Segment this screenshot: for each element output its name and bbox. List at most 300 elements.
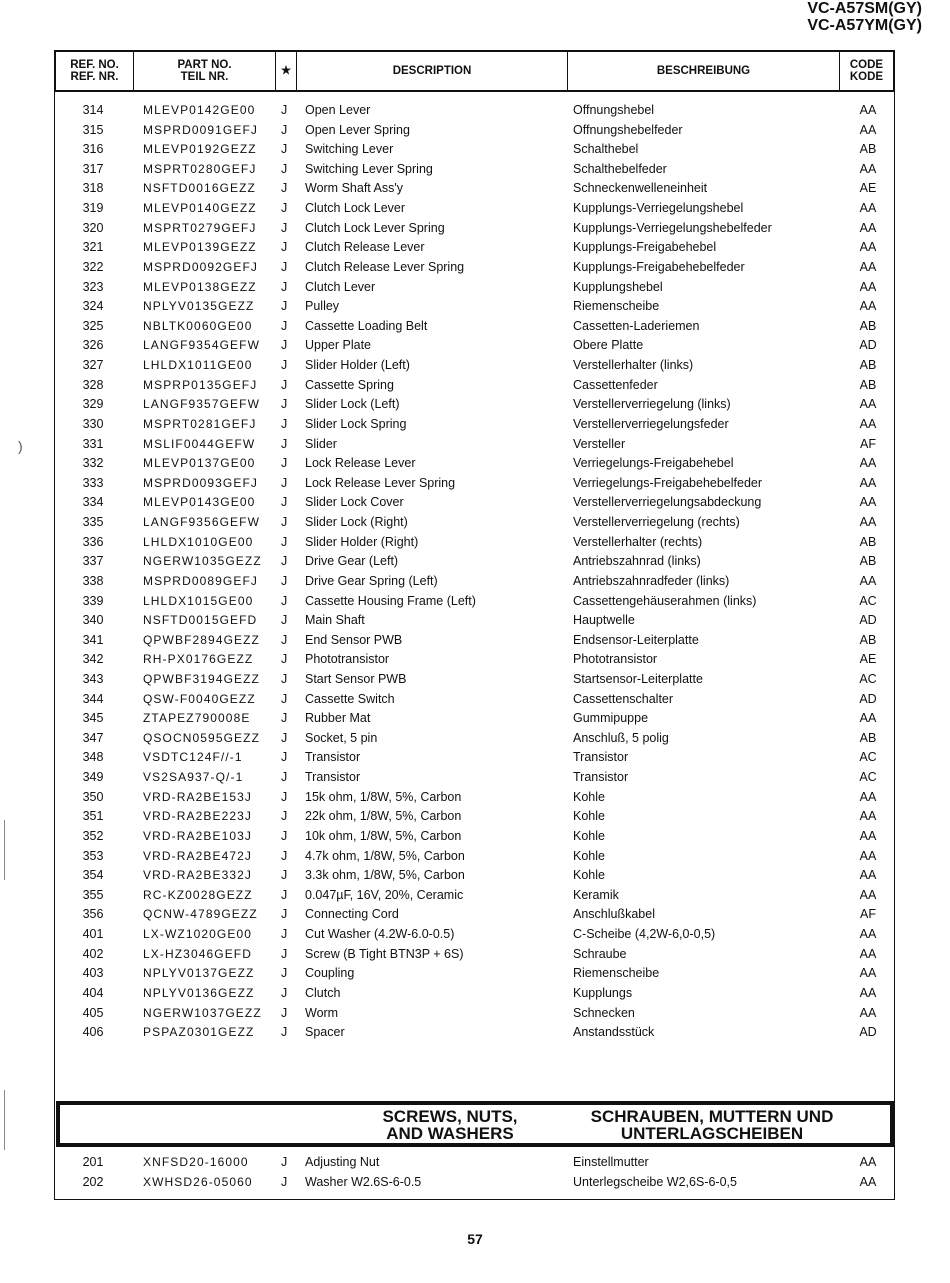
description: Screw (B Tight BTN3P + 6S) (305, 946, 464, 961)
table-row (54, 376, 895, 396)
beschreibung: Cassettenfeder (573, 377, 658, 392)
mark: J (281, 1175, 288, 1189)
beschreibung: Verstellerverriegelungsfeder (573, 416, 729, 431)
ref-no: 326 (82, 338, 104, 353)
ref-no: 325 (82, 318, 104, 333)
ref-no: 329 (82, 397, 104, 412)
mark: J (281, 573, 288, 588)
code: AA (859, 495, 877, 510)
code: AD (859, 613, 877, 628)
beschreibung: Cassetten-Laderiemen (573, 318, 700, 333)
part-no: MSPRT0279GEFJ (143, 220, 257, 235)
description: Rubber Mat (305, 711, 371, 726)
ref-no: 401 (82, 927, 104, 942)
part-no: QPWBF3194GEZZ (143, 671, 260, 686)
beschreibung: Schneckenwelleneinheit (573, 181, 708, 196)
mark: J (281, 358, 288, 373)
description: Slider Holder (Left) (305, 358, 410, 373)
ref-no: 402 (82, 946, 104, 961)
beschreibung: Verriegelungs-Freigabehebelfeder (573, 475, 763, 490)
part-no: PSPAZ0301GEZZ (143, 1025, 255, 1040)
description: Adjusting Nut (305, 1155, 380, 1169)
mark: J (281, 161, 288, 176)
ref-no: 319 (82, 201, 104, 216)
ref-no: 337 (82, 554, 104, 569)
model-number (807, 0, 922, 34)
description: Connecting Cord (305, 907, 399, 922)
code: AA (859, 1175, 877, 1189)
table-row (54, 1173, 895, 1193)
ref-no: 344 (82, 691, 104, 706)
mark: J (281, 456, 288, 471)
beschreibung: Anschlußkabel (573, 907, 655, 922)
table-row (54, 984, 895, 1004)
part-no: VRD-RA2BE472J (143, 848, 253, 863)
beschreibung: Keramik (573, 887, 619, 902)
description: Cassette Housing Frame (Left) (305, 593, 476, 608)
code: AA (859, 220, 877, 235)
ref-no: 333 (82, 475, 104, 490)
mark: J (281, 377, 288, 392)
part-no: NGERW1037GEZZ (143, 1005, 262, 1020)
ref-no: 201 (82, 1155, 104, 1169)
section-title-de-line1: SCHRAUBEN, MUTTERN UND (590, 1107, 834, 1126)
part-no: VRD-RA2BE153J (143, 789, 253, 804)
mark: J (281, 534, 288, 549)
code: AF (860, 907, 876, 922)
header-ref-line1: REF. NO. (70, 59, 119, 71)
code: AE (859, 652, 877, 667)
table-row (54, 356, 895, 376)
mark: J (281, 103, 288, 117)
code: AA (859, 809, 877, 824)
code: AA (859, 279, 877, 294)
table-row (54, 1023, 895, 1043)
part-no: NSFTD0015GEFD (143, 613, 258, 628)
table-row (54, 219, 895, 239)
description: Start Sensor PWB (305, 671, 407, 686)
part-no: MSPRD0093GEFJ (143, 475, 258, 490)
description: Cassette Loading Belt (305, 318, 428, 333)
code: AB (859, 377, 877, 392)
ref-no: 350 (82, 789, 104, 804)
header-code-line2: KODE (849, 71, 884, 83)
beschreibung: Antriebszahnrad (links) (573, 554, 701, 569)
header-ref-line2: REF. NR. (70, 71, 119, 83)
part-no: LANGF9356GEFW (143, 515, 260, 530)
part-no: MLEVP0142GE00 (143, 103, 256, 117)
part-no: MSPRD0092GEFJ (143, 259, 258, 274)
table-row (54, 454, 895, 474)
code: AA (859, 573, 877, 588)
part-no: MLEVP0192GEZZ (143, 142, 257, 157)
mark: J (281, 593, 288, 608)
code: AA (859, 1155, 877, 1169)
mark: J (281, 730, 288, 745)
mark: J (281, 220, 288, 235)
beschreibung: Kohle (573, 868, 605, 883)
code: AA (859, 201, 877, 216)
mark: J (281, 985, 288, 1000)
description: Open Lever Spring (305, 122, 410, 137)
ref-no: 317 (82, 161, 104, 176)
table-row (54, 336, 895, 356)
mark: J (281, 809, 288, 824)
ref-no: 354 (82, 868, 104, 883)
description: Slider Lock (Right) (305, 515, 408, 530)
mark: J (281, 671, 288, 686)
part-no: LX-WZ1020GE00 (143, 927, 253, 942)
code: AB (859, 632, 877, 647)
beschreibung: Versteller (573, 436, 626, 451)
beschreibung: Riemenscheibe (573, 966, 660, 981)
ref-no: 314 (82, 103, 104, 117)
description: Drive Gear (Left) (305, 554, 399, 569)
part-no: NPLYV0135GEZZ (143, 299, 255, 314)
beschreibung: Verriegelungs-Freigabehebel (573, 456, 734, 471)
table-row (54, 611, 895, 631)
ref-no: 339 (82, 593, 104, 608)
mark: J (281, 201, 288, 216)
code: AA (859, 161, 877, 176)
ref-no: 355 (82, 887, 104, 902)
beschreibung: Verstellerhalter (rechts) (573, 534, 703, 549)
table-row (54, 493, 895, 513)
beschreibung: Kupplungs-Verriegelungshebelfeder (573, 220, 772, 235)
code: AA (859, 946, 877, 961)
table-row (54, 925, 895, 945)
model-line-1: VC-A57SM(GY) (807, 0, 922, 17)
mark: J (281, 632, 288, 647)
beschreibung: Verstellerverriegelung (links) (573, 397, 731, 412)
description: 0.047µF, 16V, 20%, Ceramic (305, 887, 464, 902)
ref-no: 202 (82, 1175, 104, 1189)
ref-no: 335 (82, 515, 104, 530)
table-row (54, 807, 895, 827)
description: Worm Shaft Ass'y (305, 181, 404, 196)
description: Lock Release Lever (305, 456, 416, 471)
table-row (54, 690, 895, 710)
ref-no: 332 (82, 456, 104, 471)
part-no: RH-PX0176GEZZ (143, 652, 254, 667)
mark: J (281, 966, 288, 981)
part-no: LHLDX1015GE00 (143, 593, 254, 608)
description: Slider Holder (Right) (305, 534, 419, 549)
code: AA (859, 927, 877, 942)
mark: J (281, 946, 288, 961)
ref-no: 351 (82, 809, 104, 824)
description: Switching Lever Spring (305, 161, 433, 176)
beschreibung: Kohle (573, 809, 605, 824)
description: Lock Release Lever Spring (305, 475, 456, 490)
table-row (54, 317, 895, 337)
ref-no: 321 (82, 240, 104, 255)
ref-no: 349 (82, 770, 104, 785)
header-part-line2: TEIL NR. (180, 71, 229, 83)
description: 4.7k ohm, 1/8W, 5%, Carbon (305, 848, 465, 863)
beschreibung: Hauptwelle (573, 613, 635, 628)
beschreibung: Einstellmutter (573, 1155, 649, 1169)
table-row (54, 631, 895, 651)
code: AA (859, 789, 877, 804)
header-description: DESCRIPTION (297, 52, 568, 90)
table-row (54, 905, 895, 925)
ref-no: 324 (82, 299, 104, 314)
table-row (54, 140, 895, 160)
table-row (54, 964, 895, 984)
code: AB (859, 534, 877, 549)
table-row (54, 552, 895, 572)
table-row (54, 847, 895, 867)
mark: J (281, 397, 288, 412)
description: Spacer (305, 1025, 345, 1040)
table-row (54, 179, 895, 199)
table-row (54, 415, 895, 435)
description: Clutch Release Lever (305, 240, 425, 255)
description: Clutch Release Lever Spring (305, 259, 465, 274)
mark: J (281, 770, 288, 785)
description: Socket, 5 pin (305, 730, 378, 745)
code: AA (859, 103, 877, 117)
part-no: LANGF9354GEFW (143, 338, 260, 353)
part-no: NGERW1035GEZZ (143, 554, 262, 569)
description: Transistor (305, 770, 361, 785)
part-no: MSPRD0091GEFJ (143, 122, 258, 137)
code: AA (859, 475, 877, 490)
mark: J (281, 338, 288, 353)
ref-no: 403 (82, 966, 104, 981)
beschreibung: Schalthebel (573, 142, 639, 157)
table-row (54, 238, 895, 258)
part-no: XWHSD26-05060 (143, 1175, 253, 1189)
part-no: XNFSD20-16000 (143, 1155, 249, 1169)
mark: J (281, 711, 288, 726)
code: AE (859, 181, 877, 196)
table-row (54, 945, 895, 965)
code: AA (859, 122, 877, 137)
section-title-en-line1: SCREWS, NUTS, (382, 1107, 518, 1126)
beschreibung: Schalthebelfeder (573, 161, 667, 176)
table-row (54, 827, 895, 847)
description: Slider Lock Cover (305, 495, 404, 510)
beschreibung: Startsensor-Leiterplatte (573, 671, 703, 686)
beschreibung: Kupplungs-Verriegelungshebel (573, 201, 744, 216)
description: Cassette Switch (305, 691, 395, 706)
mark: J (281, 868, 288, 883)
description: Slider (305, 436, 337, 451)
mark: J (281, 907, 288, 922)
code: AB (859, 730, 877, 745)
description: Cassette Spring (305, 377, 394, 392)
code: AA (859, 848, 877, 863)
code: AB (859, 554, 877, 569)
beschreibung: Endsensor-Leiterplatte (573, 632, 699, 647)
ref-no: 405 (82, 1005, 104, 1020)
code: AA (859, 299, 877, 314)
part-no: VS2SA937-Q/-1 (143, 770, 244, 785)
code: AC (859, 671, 877, 686)
description: Upper Plate (305, 338, 372, 353)
code: AA (859, 416, 877, 431)
code: AD (859, 1025, 877, 1040)
beschreibung: Schraube (573, 946, 627, 961)
part-no: VRD-RA2BE332J (143, 868, 253, 883)
header-part-no (134, 52, 276, 90)
description: 22k ohm, 1/8W, 5%, Carbon (305, 809, 462, 824)
ref-no: 328 (82, 377, 104, 392)
part-no: MSPRT0281GEFJ (143, 416, 257, 431)
description: Drive Gear Spring (Left) (305, 573, 438, 588)
table-row (54, 160, 895, 180)
ref-no: 343 (82, 671, 104, 686)
code: AA (859, 828, 877, 843)
mark: J (281, 789, 288, 804)
description: Worm (305, 1005, 339, 1020)
mark: J (281, 299, 288, 314)
beschreibung: Schnecken (573, 1005, 635, 1020)
mark: J (281, 122, 288, 137)
mark: J (281, 240, 288, 255)
mark: J (281, 554, 288, 569)
part-no: MSLIF0044GEFW (143, 436, 256, 451)
beschreibung: Obere Platte (573, 338, 644, 353)
description: Clutch Lock Lever Spring (305, 220, 445, 235)
ref-no: 327 (82, 358, 104, 373)
part-no: VSDTC124F//-1 (143, 750, 243, 765)
code: AA (859, 1005, 877, 1020)
part-no: MLEVP0139GEZZ (143, 240, 257, 255)
part-no: MLEVP0137GE00 (143, 456, 256, 471)
description: Open Lever (305, 103, 371, 117)
ref-no: 330 (82, 416, 104, 431)
beschreibung: C-Scheibe (4,2W-6,0-0,5) (573, 927, 716, 942)
table-row (54, 650, 895, 670)
section-title-en (350, 1108, 550, 1142)
table-header (54, 50, 895, 92)
description: 10k ohm, 1/8W, 5%, Carbon (305, 828, 462, 843)
description: 3.3k ohm, 1/8W, 5%, Carbon (305, 868, 465, 883)
mark: J (281, 515, 288, 530)
beschreibung: Kohle (573, 848, 605, 863)
beschreibung: Transistor (573, 750, 629, 765)
part-no: MLEVP0140GEZZ (143, 201, 257, 216)
beschreibung: Cassettenschalter (573, 691, 674, 706)
description: Washer W2.6S-6-0.5 (305, 1175, 422, 1189)
code: AA (859, 985, 877, 1000)
part-no: LANGF9357GEFW (143, 397, 260, 412)
table-row (54, 1153, 895, 1173)
table-row (54, 474, 895, 494)
beschreibung: Transistor (573, 770, 629, 785)
beschreibung: Kohle (573, 789, 605, 804)
table-row (54, 788, 895, 808)
code: AA (859, 711, 877, 726)
ref-no: 316 (82, 142, 104, 157)
description: Slider Lock Spring (305, 416, 407, 431)
mark: J (281, 652, 288, 667)
part-no: QSW-F0040GEZZ (143, 691, 256, 706)
table-row (54, 533, 895, 553)
part-no: VRD-RA2BE223J (143, 809, 253, 824)
beschreibung: Verstellerverriegelung (rechts) (573, 515, 740, 530)
code: AD (859, 691, 877, 706)
ref-no: 352 (82, 828, 104, 843)
table-row (54, 866, 895, 886)
part-no: LX-HZ3046GEFD (143, 946, 252, 961)
description: Cut Washer (4.2W-6.0-0.5) (305, 927, 455, 942)
part-no: ZTAPEZ790008E (143, 711, 251, 726)
ref-no: 348 (82, 750, 104, 765)
ref-no: 331 (82, 436, 104, 451)
description: Clutch (305, 985, 341, 1000)
ref-no: 345 (82, 711, 104, 726)
mark: J (281, 142, 288, 157)
table-row (54, 1004, 895, 1024)
code: AD (859, 338, 877, 353)
table-row (54, 121, 895, 141)
description: Coupling (305, 966, 355, 981)
part-no: MLEVP0143GE00 (143, 495, 256, 510)
beschreibung: Phototransistor (573, 652, 658, 667)
part-no: LHLDX1011GE00 (143, 358, 253, 373)
table-row (54, 258, 895, 278)
description: Slider Lock (Left) (305, 397, 400, 412)
description: End Sensor PWB (305, 632, 403, 647)
margin-scan-line (4, 1090, 5, 1150)
header-star: ★ (276, 52, 297, 90)
code: AB (859, 358, 877, 373)
ref-no: 322 (82, 259, 104, 274)
description: Pulley (305, 299, 340, 314)
table-row (54, 395, 895, 415)
description: Main Shaft (305, 613, 365, 628)
part-no: LHLDX1010GE00 (143, 534, 254, 549)
mark: J (281, 475, 288, 490)
table-row (54, 670, 895, 690)
code: AA (859, 456, 877, 471)
beschreibung: Offnungshebel (573, 103, 655, 117)
code: AA (859, 240, 877, 255)
table-row (54, 768, 895, 788)
mark: J (281, 750, 288, 765)
ref-no: 338 (82, 573, 104, 588)
mark: J (281, 1155, 288, 1169)
ref-no: 356 (82, 907, 104, 922)
ref-no: 334 (82, 495, 104, 510)
code: AA (859, 966, 877, 981)
section-title-de-line2: UNTERLAGSCHEIBEN (620, 1124, 804, 1143)
header-code-line1: CODE (849, 59, 884, 71)
description: Phototransistor (305, 652, 390, 667)
beschreibung: Kupplungshebel (573, 279, 663, 294)
table-row (54, 101, 895, 121)
code: AF (860, 436, 876, 451)
beschreibung: Kupplungs (573, 985, 633, 1000)
part-no: QPWBF2894GEZZ (143, 632, 260, 647)
header-part-line1: PART NO. (177, 59, 232, 71)
header-beschreibung: BESCHREIBUNG (568, 52, 840, 90)
part-no: NSFTD0016GEZZ (143, 181, 256, 196)
beschreibung: Gummipuppe (573, 711, 649, 726)
mark: J (281, 887, 288, 902)
part-no: VRD-RA2BE103J (143, 828, 253, 843)
table-row (54, 592, 895, 612)
section-header-screws (56, 1101, 894, 1147)
mark: J (281, 259, 288, 274)
code: AB (859, 142, 877, 157)
mark: J (281, 848, 288, 863)
description: Transistor (305, 750, 361, 765)
